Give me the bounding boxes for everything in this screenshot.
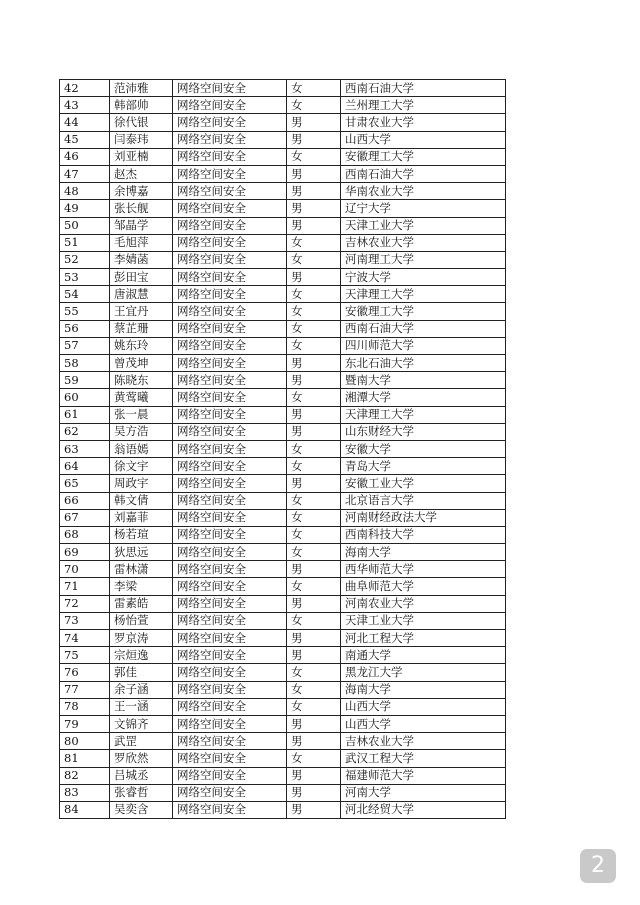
table-row — [60, 681, 506, 698]
student-name-cell: 李婧菡 — [110, 251, 173, 268]
table-row — [60, 355, 506, 372]
major-cell: 网络空间安全 — [173, 217, 287, 234]
school-cell: 青岛大学 — [341, 458, 506, 475]
school-cell: 天津工业大学 — [341, 217, 506, 234]
table-row — [60, 475, 506, 492]
row-number-cell: 68 — [60, 526, 110, 543]
table-row — [60, 251, 506, 268]
student-name-cell: 邹晶学 — [110, 217, 173, 234]
major-cell: 网络空间安全 — [173, 801, 287, 818]
major-cell: 网络空间安全 — [173, 269, 287, 286]
row-number-cell: 60 — [60, 389, 110, 406]
major-cell: 网络空间安全 — [173, 475, 287, 492]
table-row — [60, 526, 506, 543]
major-cell: 网络空间安全 — [173, 647, 287, 664]
table-row — [60, 423, 506, 440]
row-number-cell: 63 — [60, 440, 110, 457]
school-cell: 安徽理工大学 — [341, 303, 506, 320]
gender-cell: 男 — [287, 595, 341, 612]
school-cell: 吉林农业大学 — [341, 234, 506, 251]
table-row — [60, 97, 506, 114]
school-cell: 福建师范大学 — [341, 767, 506, 784]
student-name-cell: 徐代银 — [110, 114, 173, 131]
page-number-badge[interactable]: 2 — [580, 849, 616, 883]
table-row — [60, 595, 506, 612]
row-number-cell: 81 — [60, 750, 110, 767]
school-cell: 兰州理工大学 — [341, 97, 506, 114]
student-name-cell: 黄莺曦 — [110, 389, 173, 406]
gender-cell: 女 — [287, 526, 341, 543]
student-name-cell: 陈晓东 — [110, 372, 173, 389]
row-number-cell: 66 — [60, 492, 110, 509]
table-row — [60, 286, 506, 303]
student-name-cell: 文锦齐 — [110, 715, 173, 732]
table-row — [60, 337, 506, 354]
gender-cell: 男 — [287, 647, 341, 664]
major-cell: 网络空间安全 — [173, 492, 287, 509]
student-name-cell: 杨若瑄 — [110, 526, 173, 543]
school-cell: 天津工业大学 — [341, 612, 506, 629]
major-cell: 网络空间安全 — [173, 97, 287, 114]
gender-cell: 女 — [287, 509, 341, 526]
student-name-cell: 翁语嫣 — [110, 440, 173, 457]
major-cell: 网络空间安全 — [173, 509, 287, 526]
major-cell: 网络空间安全 — [173, 251, 287, 268]
table-row — [60, 733, 506, 750]
row-number-cell: 75 — [60, 647, 110, 664]
table-row — [60, 767, 506, 784]
row-number-cell: 53 — [60, 269, 110, 286]
gender-cell: 男 — [287, 733, 341, 750]
student-name-cell: 吕城丞 — [110, 767, 173, 784]
student-name-cell: 姚东玲 — [110, 337, 173, 354]
major-cell: 网络空间安全 — [173, 578, 287, 595]
school-cell: 西南科技大学 — [341, 526, 506, 543]
gender-cell: 女 — [287, 251, 341, 268]
row-number-cell: 50 — [60, 217, 110, 234]
major-cell: 网络空间安全 — [173, 355, 287, 372]
table-row — [60, 801, 506, 818]
table-row — [60, 578, 506, 595]
student-name-cell: 蔡芷珊 — [110, 320, 173, 337]
row-number-cell: 44 — [60, 114, 110, 131]
school-cell: 山西大学 — [341, 698, 506, 715]
major-cell: 网络空间安全 — [173, 784, 287, 801]
school-cell: 河北工程大学 — [341, 630, 506, 647]
row-number-cell: 78 — [60, 698, 110, 715]
gender-cell: 男 — [287, 165, 341, 182]
row-number-cell: 82 — [60, 767, 110, 784]
row-number-cell: 71 — [60, 578, 110, 595]
school-cell: 天津理工大学 — [341, 286, 506, 303]
table-row — [60, 148, 506, 165]
student-name-cell: 毛旭萍 — [110, 234, 173, 251]
gender-cell: 女 — [287, 234, 341, 251]
student-name-cell: 徐文宇 — [110, 458, 173, 475]
student-name-cell: 余子涵 — [110, 681, 173, 698]
student-name-cell: 彭田宝 — [110, 269, 173, 286]
row-number-cell: 70 — [60, 561, 110, 578]
school-cell: 辽宁大学 — [341, 200, 506, 217]
major-cell: 网络空间安全 — [173, 131, 287, 148]
school-cell: 西南石油大学 — [341, 320, 506, 337]
student-name-cell: 宗烜逸 — [110, 647, 173, 664]
row-number-cell: 80 — [60, 733, 110, 750]
gender-cell: 女 — [287, 750, 341, 767]
gender-cell: 女 — [287, 612, 341, 629]
gender-cell: 男 — [287, 114, 341, 131]
student-name-cell: 罗欣然 — [110, 750, 173, 767]
major-cell: 网络空间安全 — [173, 183, 287, 200]
student-name-cell: 罗京涛 — [110, 630, 173, 647]
major-cell: 网络空间安全 — [173, 286, 287, 303]
gender-cell: 男 — [287, 630, 341, 647]
gender-cell: 女 — [287, 698, 341, 715]
school-cell: 海南大学 — [341, 544, 506, 561]
student-name-cell: 郭佳 — [110, 664, 173, 681]
row-number-cell: 69 — [60, 544, 110, 561]
gender-cell: 女 — [287, 458, 341, 475]
row-number-cell: 74 — [60, 630, 110, 647]
school-cell: 东北石油大学 — [341, 355, 506, 372]
row-number-cell: 73 — [60, 612, 110, 629]
gender-cell: 女 — [287, 492, 341, 509]
row-number-cell: 77 — [60, 681, 110, 698]
row-number-cell: 59 — [60, 372, 110, 389]
row-number-cell: 49 — [60, 200, 110, 217]
gender-cell: 男 — [287, 217, 341, 234]
major-cell: 网络空间安全 — [173, 337, 287, 354]
student-name-cell: 曾茂坤 — [110, 355, 173, 372]
row-number-cell: 61 — [60, 406, 110, 423]
table-row — [60, 165, 506, 182]
table-row — [60, 750, 506, 767]
major-cell: 网络空间安全 — [173, 320, 287, 337]
table-row — [60, 612, 506, 629]
row-number-cell: 54 — [60, 286, 110, 303]
student-name-cell: 吴奕含 — [110, 801, 173, 818]
major-cell: 网络空间安全 — [173, 544, 287, 561]
table-row — [60, 698, 506, 715]
major-cell: 网络空间安全 — [173, 681, 287, 698]
table-row — [60, 80, 506, 97]
student-name-cell: 王一涵 — [110, 698, 173, 715]
student-name-cell: 韩文倩 — [110, 492, 173, 509]
school-cell: 吉林农业大学 — [341, 733, 506, 750]
table-row — [60, 200, 506, 217]
gender-cell: 男 — [287, 767, 341, 784]
gender-cell: 男 — [287, 183, 341, 200]
table-row — [60, 406, 506, 423]
table-row — [60, 269, 506, 286]
school-cell: 山东财经大学 — [341, 423, 506, 440]
school-cell: 天津理工大学 — [341, 406, 506, 423]
student-name-cell: 周政宇 — [110, 475, 173, 492]
row-number-cell: 57 — [60, 337, 110, 354]
major-cell: 网络空间安全 — [173, 303, 287, 320]
school-cell: 西南石油大学 — [341, 80, 506, 97]
school-cell: 武汉工程大学 — [341, 750, 506, 767]
gender-cell: 男 — [287, 355, 341, 372]
student-name-cell: 余博嘉 — [110, 183, 173, 200]
gender-cell: 女 — [287, 681, 341, 698]
major-cell: 网络空间安全 — [173, 389, 287, 406]
roster-table — [59, 79, 506, 819]
row-number-cell: 64 — [60, 458, 110, 475]
gender-cell: 女 — [287, 389, 341, 406]
row-number-cell: 51 — [60, 234, 110, 251]
major-cell: 网络空间安全 — [173, 750, 287, 767]
row-number-cell: 84 — [60, 801, 110, 818]
gender-cell: 男 — [287, 715, 341, 732]
school-cell: 西南石油大学 — [341, 165, 506, 182]
major-cell: 网络空间安全 — [173, 715, 287, 732]
school-cell: 安徽理工大学 — [341, 148, 506, 165]
student-name-cell: 雷林潇 — [110, 561, 173, 578]
roster-body — [60, 80, 506, 819]
major-cell: 网络空间安全 — [173, 200, 287, 217]
student-name-cell: 闫泰玮 — [110, 131, 173, 148]
major-cell: 网络空间安全 — [173, 406, 287, 423]
row-number-cell: 56 — [60, 320, 110, 337]
student-name-cell: 张睿哲 — [110, 784, 173, 801]
table-row — [60, 544, 506, 561]
school-cell: 甘肃农业大学 — [341, 114, 506, 131]
major-cell: 网络空间安全 — [173, 165, 287, 182]
gender-cell: 男 — [287, 801, 341, 818]
row-number-cell: 67 — [60, 509, 110, 526]
major-cell: 网络空间安全 — [173, 526, 287, 543]
table-row — [60, 715, 506, 732]
gender-cell: 男 — [287, 423, 341, 440]
school-cell: 河南农业大学 — [341, 595, 506, 612]
student-name-cell: 张长舰 — [110, 200, 173, 217]
major-cell: 网络空间安全 — [173, 114, 287, 131]
gender-cell: 女 — [287, 337, 341, 354]
table-row — [60, 492, 506, 509]
table-row — [60, 458, 506, 475]
major-cell: 网络空间安全 — [173, 630, 287, 647]
school-cell: 河南财经政法大学 — [341, 509, 506, 526]
major-cell: 网络空间安全 — [173, 80, 287, 97]
table-row — [60, 389, 506, 406]
student-name-cell: 韩部帅 — [110, 97, 173, 114]
school-cell: 安徽工业大学 — [341, 475, 506, 492]
row-number-cell: 83 — [60, 784, 110, 801]
gender-cell: 男 — [287, 200, 341, 217]
row-number-cell: 52 — [60, 251, 110, 268]
gender-cell: 女 — [287, 664, 341, 681]
school-cell: 四川师范大学 — [341, 337, 506, 354]
table-row — [60, 131, 506, 148]
school-cell: 华南农业大学 — [341, 183, 506, 200]
major-cell: 网络空间安全 — [173, 440, 287, 457]
table-row — [60, 630, 506, 647]
table-row — [60, 183, 506, 200]
major-cell: 网络空间安全 — [173, 612, 287, 629]
table-row — [60, 303, 506, 320]
row-number-cell: 46 — [60, 148, 110, 165]
student-name-cell: 张一晨 — [110, 406, 173, 423]
table-row — [60, 561, 506, 578]
student-name-cell: 雷素皓 — [110, 595, 173, 612]
student-name-cell: 赵杰 — [110, 165, 173, 182]
row-number-cell: 42 — [60, 80, 110, 97]
major-cell: 网络空间安全 — [173, 458, 287, 475]
table-row — [60, 372, 506, 389]
major-cell: 网络空间安全 — [173, 733, 287, 750]
table-row — [60, 217, 506, 234]
table-row — [60, 114, 506, 131]
school-cell: 曲阜师范大学 — [341, 578, 506, 595]
gender-cell: 男 — [287, 784, 341, 801]
school-cell: 安徽大学 — [341, 440, 506, 457]
gender-cell: 女 — [287, 97, 341, 114]
school-cell: 河南理工大学 — [341, 251, 506, 268]
school-cell: 宁波大学 — [341, 269, 506, 286]
student-name-cell: 范沛雅 — [110, 80, 173, 97]
school-cell: 河北经贸大学 — [341, 801, 506, 818]
student-name-cell: 王宜丹 — [110, 303, 173, 320]
student-name-cell: 李梁 — [110, 578, 173, 595]
row-number-cell: 45 — [60, 131, 110, 148]
table-row — [60, 440, 506, 457]
major-cell: 网络空间安全 — [173, 372, 287, 389]
school-cell: 山西大学 — [341, 131, 506, 148]
gender-cell: 男 — [287, 406, 341, 423]
gender-cell: 女 — [287, 303, 341, 320]
gender-cell: 男 — [287, 475, 341, 492]
student-name-cell: 杨怡萱 — [110, 612, 173, 629]
school-cell: 河南大学 — [341, 784, 506, 801]
major-cell: 网络空间安全 — [173, 423, 287, 440]
row-number-cell: 62 — [60, 423, 110, 440]
major-cell: 网络空间安全 — [173, 767, 287, 784]
row-number-cell: 55 — [60, 303, 110, 320]
row-number-cell: 48 — [60, 183, 110, 200]
gender-cell: 男 — [287, 269, 341, 286]
table-row — [60, 234, 506, 251]
student-name-cell: 吴方浩 — [110, 423, 173, 440]
major-cell: 网络空间安全 — [173, 595, 287, 612]
school-cell: 黑龙江大学 — [341, 664, 506, 681]
major-cell: 网络空间安全 — [173, 561, 287, 578]
row-number-cell: 79 — [60, 715, 110, 732]
gender-cell: 男 — [287, 131, 341, 148]
gender-cell: 女 — [287, 286, 341, 303]
gender-cell: 女 — [287, 544, 341, 561]
school-cell: 湘潭大学 — [341, 389, 506, 406]
major-cell: 网络空间安全 — [173, 664, 287, 681]
major-cell: 网络空间安全 — [173, 234, 287, 251]
gender-cell: 女 — [287, 440, 341, 457]
table-row — [60, 784, 506, 801]
school-cell: 暨南大学 — [341, 372, 506, 389]
school-cell: 北京语言大学 — [341, 492, 506, 509]
gender-cell: 男 — [287, 372, 341, 389]
gender-cell: 女 — [287, 80, 341, 97]
school-cell: 西华师范大学 — [341, 561, 506, 578]
gender-cell: 女 — [287, 320, 341, 337]
student-name-cell: 刘嘉菲 — [110, 509, 173, 526]
row-number-cell: 76 — [60, 664, 110, 681]
student-name-cell: 唐淑慧 — [110, 286, 173, 303]
row-number-cell: 72 — [60, 595, 110, 612]
school-cell: 南通大学 — [341, 647, 506, 664]
row-number-cell: 47 — [60, 165, 110, 182]
row-number-cell: 65 — [60, 475, 110, 492]
row-number-cell: 43 — [60, 97, 110, 114]
table-row — [60, 664, 506, 681]
student-name-cell: 武罡 — [110, 733, 173, 750]
major-cell: 网络空间安全 — [173, 148, 287, 165]
student-name-cell: 刘亚楠 — [110, 148, 173, 165]
gender-cell: 女 — [287, 148, 341, 165]
table-row — [60, 509, 506, 526]
school-cell: 海南大学 — [341, 681, 506, 698]
row-number-cell: 58 — [60, 355, 110, 372]
gender-cell: 男 — [287, 561, 341, 578]
school-cell: 山西大学 — [341, 715, 506, 732]
gender-cell: 女 — [287, 578, 341, 595]
student-name-cell: 狄思远 — [110, 544, 173, 561]
table-row — [60, 647, 506, 664]
major-cell: 网络空间安全 — [173, 698, 287, 715]
table-row — [60, 320, 506, 337]
